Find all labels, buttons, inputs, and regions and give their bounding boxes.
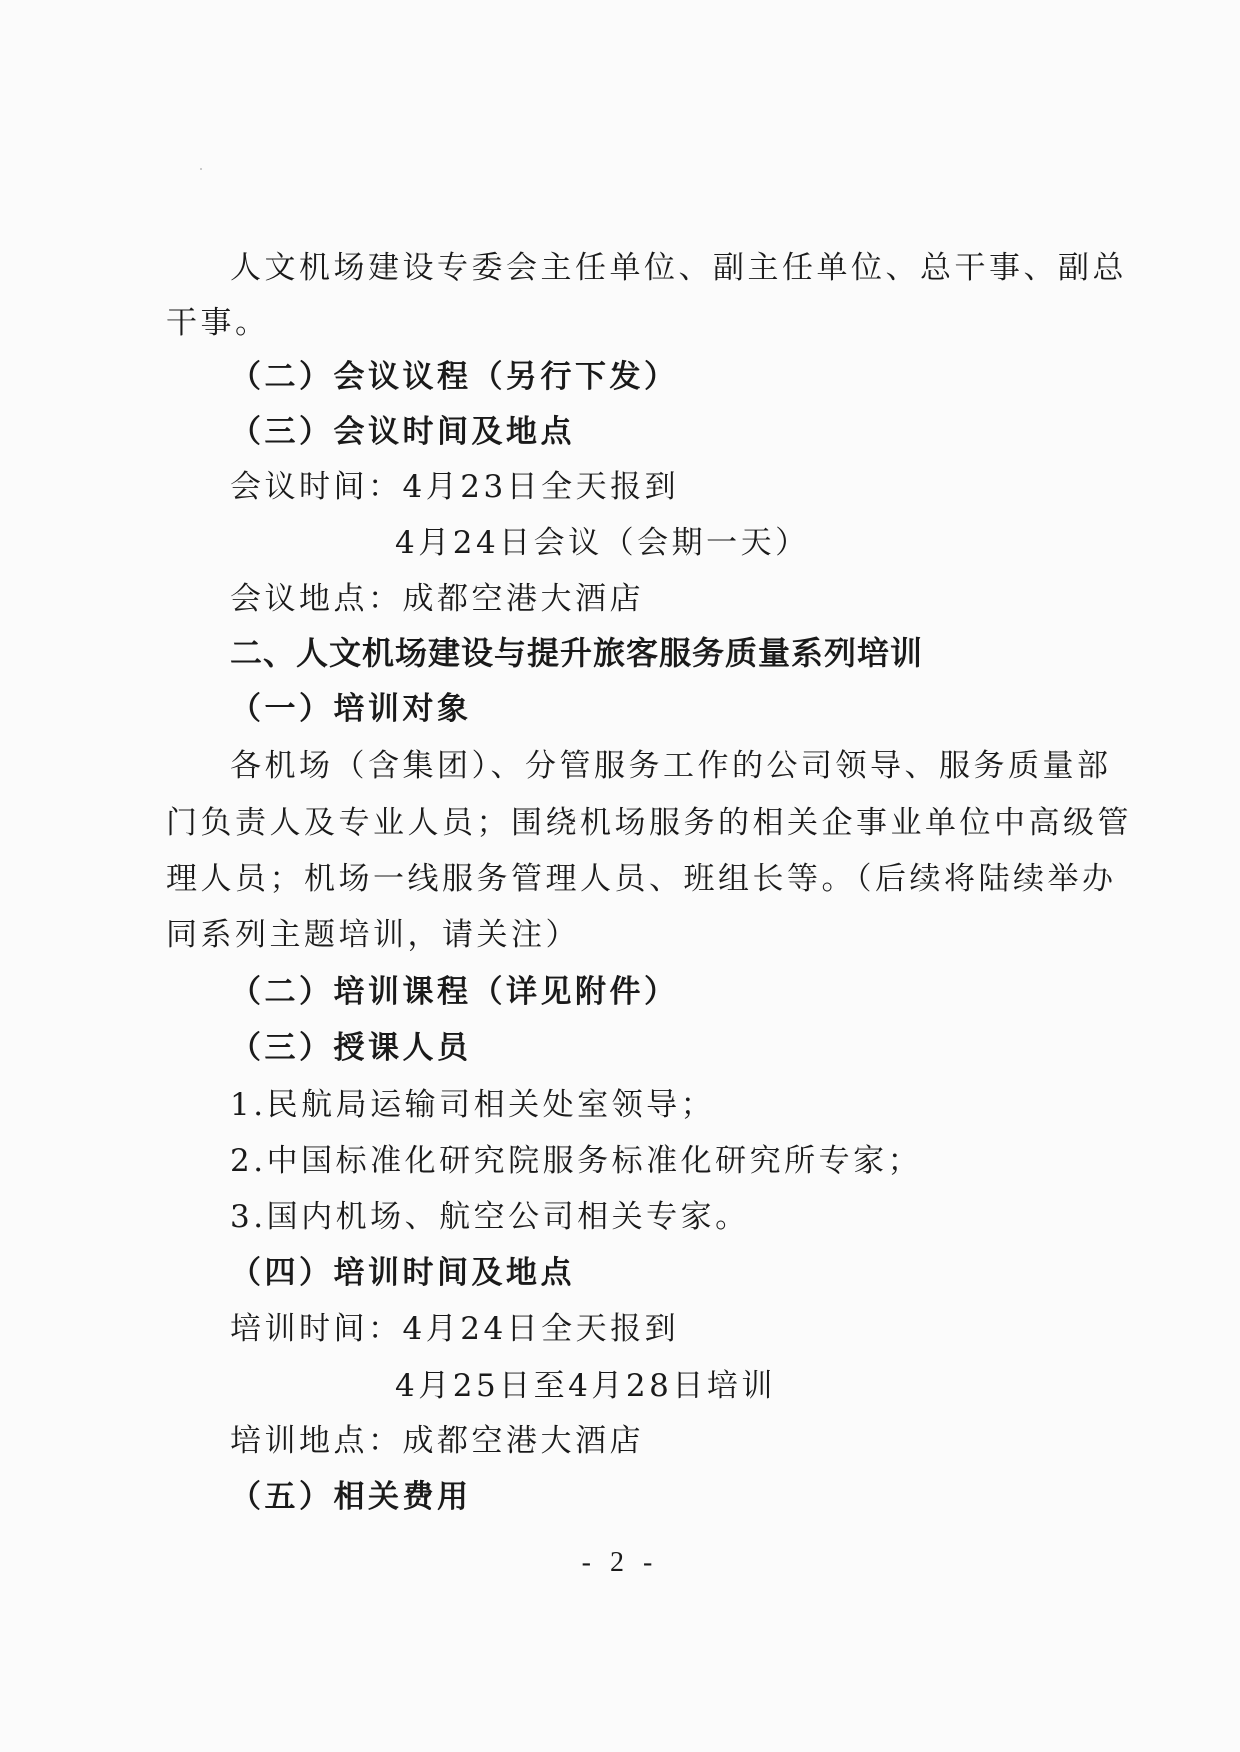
body-text-line: 同系列主题培训，请关注） bbox=[166, 917, 580, 953]
section-subheading: （三）授课人员 bbox=[230, 1030, 472, 1066]
scan-speck bbox=[200, 168, 202, 170]
body-text-line: 各机场（含集团）、分管服务工作的公司领导、服务质量部 bbox=[230, 748, 1112, 784]
section-subheading: （四）培训时间及地点 bbox=[230, 1255, 575, 1291]
body-text-line: 干事。 bbox=[166, 305, 270, 341]
body-text-line: 培训时间：4月24日全天报到 bbox=[230, 1311, 680, 1347]
list-item: 2.中国标准化研究院服务标准化研究所专家； bbox=[230, 1143, 923, 1179]
body-text-line: 人文机场建设专委会主任单位、副主任单位、总干事、副总 bbox=[230, 250, 1127, 286]
body-text-line: 4月25日至4月28日培训 bbox=[395, 1368, 776, 1404]
body-text-line: 会议时间：4月23日全天报到 bbox=[230, 469, 680, 505]
section-subheading: （三）会议时间及地点 bbox=[230, 414, 575, 450]
body-text-line: 理人员；机场一线服务管理人员、班组长等。（后续将陆续举办 bbox=[166, 861, 1117, 897]
body-text-line: 4月24日会议（会期一天） bbox=[395, 525, 810, 561]
section-subheading: （一）培训对象 bbox=[230, 691, 472, 727]
list-item: 3.国内机场、航空公司相关专家。 bbox=[230, 1199, 750, 1235]
section-subheading: （五）相关费用 bbox=[230, 1479, 472, 1515]
section-heading: 二、人文机场建设与提升旅客服务质量系列培训 bbox=[230, 634, 924, 672]
list-item: 1.民航局运输司相关处室领导； bbox=[230, 1087, 716, 1123]
section-subheading: （二）培训课程（详见附件） bbox=[230, 974, 679, 1010]
body-text-line: 会议地点：成都空港大酒店 bbox=[230, 581, 644, 617]
body-text-line: 门负责人及专业人员；围绕机场服务的相关企事业单位中高级管 bbox=[166, 805, 1132, 841]
page-number: - 2 - bbox=[581, 1547, 659, 1578]
body-text-line: 培训地点：成都空港大酒店 bbox=[230, 1423, 644, 1459]
section-subheading: （二）会议议程（另行下发） bbox=[230, 359, 679, 395]
